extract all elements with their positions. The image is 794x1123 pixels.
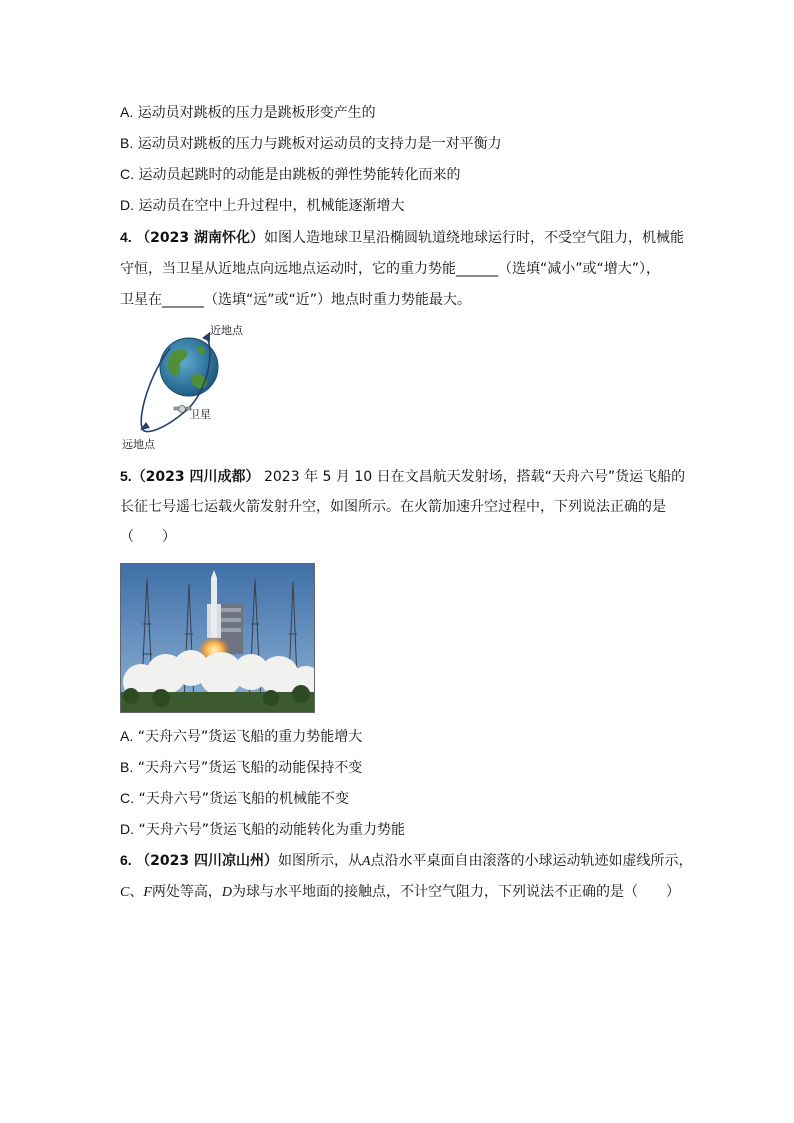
q5-option-c [120,788,349,809]
q5-option-b [120,757,362,778]
question-text: 2023 年 5 月 10 日在文昌航天发射场，搭载“天舟六号”货运飞船的 [263,469,686,485]
question-text: 长征七号遥七运载火箭发射升空，如图所示。在火箭加速升空过程中，下列说法正确的是 [120,499,666,515]
answer-brackets: （ ） [120,529,176,545]
rocket-launch-photo [120,563,315,713]
question-text: 点沿水平桌面自由滚落的小球运动轨迹如虚线所示， [370,853,693,869]
variable-d: D [221,885,233,900]
q6-line-2 [120,882,680,903]
option-text: 运动员对跳板的压力是跳板形变产生的 [137,105,376,121]
option-text: “天舟六号”货运飞船的动能转化为重力势能 [138,822,405,838]
q5-line-3 [120,527,176,547]
option-letter: B. [120,759,134,775]
question-number: 4. [120,229,132,245]
question-text: 守恒，当卫星从近地点向远地点运动时，它的重力势能______（选填“减小”或“增大”）， [120,261,661,277]
option-letter: C. [120,790,134,806]
q6-line-1 [120,850,693,872]
question-source: （2023 四川成都） [131,469,260,485]
variable-a: A [361,854,371,869]
q5-option-d [120,819,405,840]
q3-option-c [120,164,460,185]
variable-f: F [143,885,152,900]
question-text: 两处等高， [151,884,222,900]
q5-option-a [120,726,362,747]
question-text: 如图所示，从 [277,853,362,869]
option-letter: A. [120,728,134,744]
far-point-label: 远地点 [122,438,155,451]
option-text: “天舟六号”货运飞船的重力势能增大 [137,729,363,745]
separator: 、 [129,884,144,900]
q5-line-2 [120,497,666,517]
option-text: “天舟六号”货运飞船的机械能不变 [138,791,349,807]
option-letter: D. [120,821,134,837]
option-letter: C. [120,166,134,182]
q3-option-b [120,133,502,154]
q3-option-d [120,195,404,216]
question-number: 5. [120,468,132,484]
question-source: （2023 四川凉山州） [136,853,278,869]
question-number: 6. [120,852,132,868]
question-text: 卫星在______（选填“远”或“近”）地点时重力势能最大。 [120,292,472,308]
option-text: 运动员起跳时的动能是由跳板的弹性势能转化而来的 [138,167,461,183]
option-text: 运动员在空中上升过程中，机械能逐渐增大 [138,198,405,214]
option-letter: A. [120,104,134,120]
option-text: “天舟六号”货运飞船的动能保持不变 [137,760,363,776]
q4-line-1 [120,227,684,248]
question-text: 如图人造地球卫星沿椭圆轨道绕地球运行时，不受空气阻力，机械能 [263,230,684,246]
q4-line-2 [120,259,660,279]
option-letter: B. [120,135,134,151]
q5-line-1 [120,466,685,487]
option-letter: D. [120,197,134,213]
satellite-label: 卫星 [189,408,211,421]
q4-line-3 [120,290,471,310]
variable-c: C [120,885,130,900]
near-point-label: 近地点 [210,324,243,337]
option-text: 运动员对跳板的压力与跳板对运动员的支持力是一对平衡力 [137,136,502,152]
question-source: （2023 湖南怀化） [136,230,264,246]
question-text: 为球与水平地面的接触点，不计空气阻力，下列说法不正确的是（ ） [232,884,681,900]
orbit-diagram [110,318,250,453]
q3-option-a [120,102,376,123]
